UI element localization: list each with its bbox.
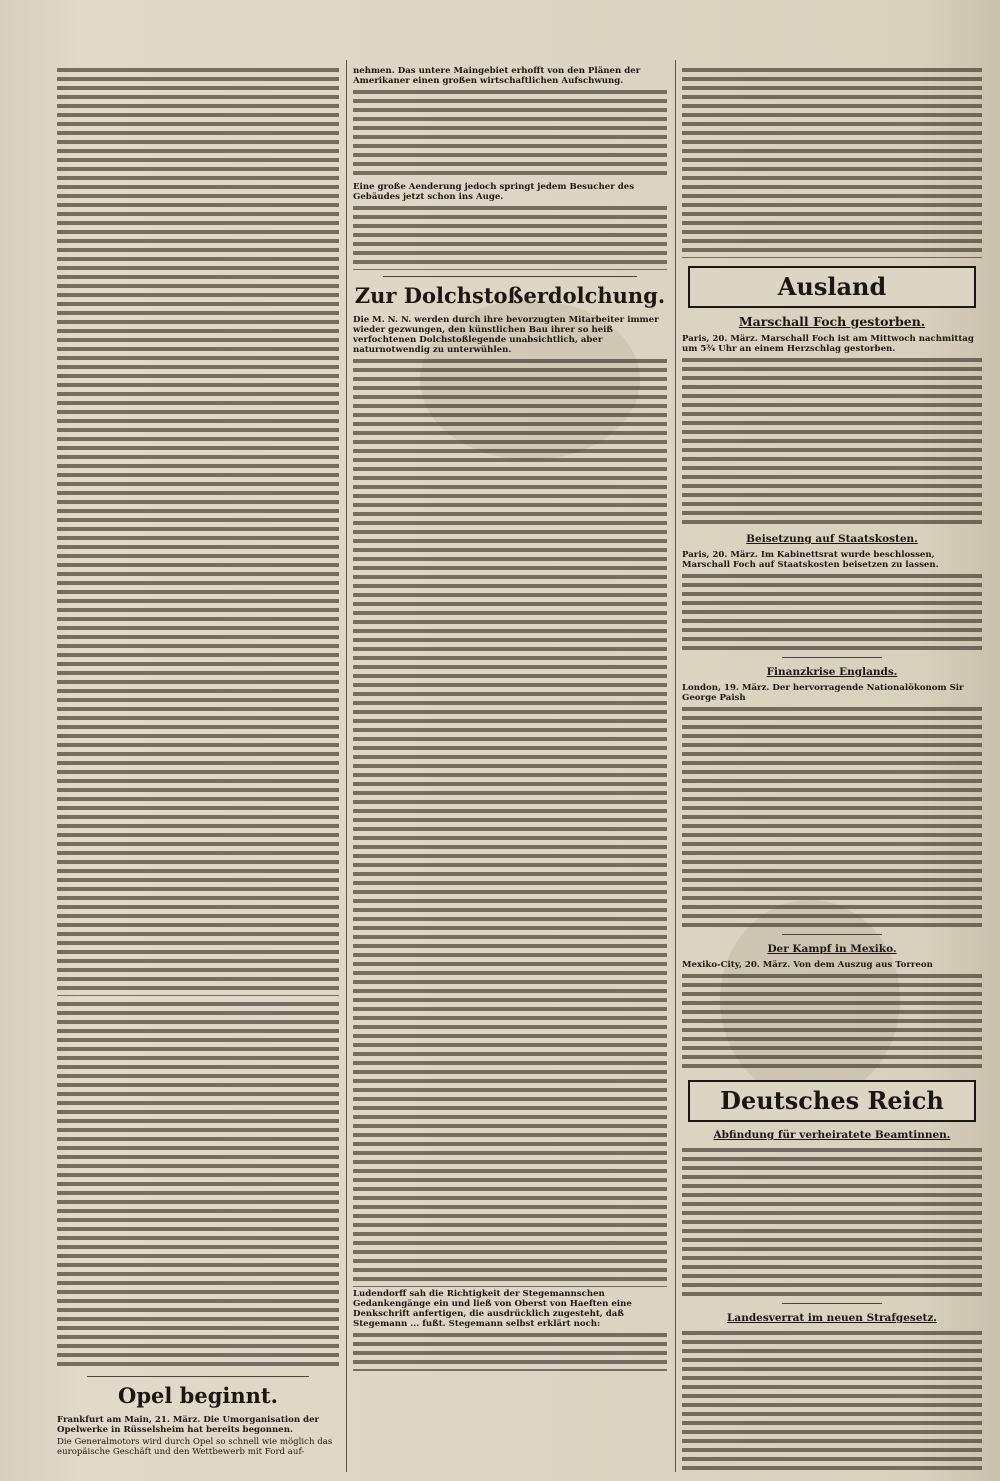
section-box-deutsches-reich: Deutsches Reich	[688, 1080, 976, 1122]
article-studentenschaft	[57, 66, 339, 996]
article-separator	[782, 1303, 882, 1304]
article-body-text	[353, 88, 667, 180]
mexiko-dateline: Mexiko-City, 20. März. Von dem Auszug aus Torreon	[682, 960, 933, 970]
headline-abfindung: Abfindung für verheiratete Beamtinnen.	[713, 1129, 951, 1141]
column-rule	[675, 60, 676, 1472]
article-body-text	[682, 972, 982, 1072]
opel-lead: Die Generalmotors wird durch Opel so schnell wie möglich das europäische Geschäft und den Wettbewerb mit Ford auf-	[57, 1437, 333, 1457]
section-box-ausland: Ausland	[688, 266, 976, 308]
headline-landesverrat: Landesverrat im neuen Strafgesetz.	[727, 1312, 937, 1324]
headline-dolchstoss: Zur Dolchstoßerdolchung.	[354, 283, 666, 308]
article-body-text	[353, 357, 667, 1287]
column-1	[57, 64, 339, 1472]
column-3	[682, 64, 982, 1472]
article-body-text	[682, 705, 982, 927]
aenderung-lead: Eine große Aenderung jedoch springt jedem Besucher des Gebäudes jetzt schon ins Auge.	[353, 182, 635, 202]
article-body-text	[57, 1000, 339, 1370]
headline-opel: Opel beginnt.	[118, 1383, 278, 1408]
article-body-text	[682, 1329, 982, 1472]
article-zwangsbeitraege	[57, 1000, 339, 1370]
dolchstoss-lead: Die M. N. N. werden durch ihre bevorzugten Mitarbeiter immer wieder gezwungen, den künstlichen Bau ihrer so heiß verfochtenen Dolchstoßlegende unabsichtlich, aber naturnotwendig zu unterwühlen.	[353, 315, 659, 355]
headline-foch: Marschall Foch gestorben.	[738, 314, 926, 329]
article-separator	[782, 934, 882, 935]
headline-beisetzung: Beisetzung auf Staatskosten.	[746, 533, 918, 545]
foch-dateline: Paris, 20. März. Marschall Foch ist am Mittwoch nachmittag um 5¾ Uhr an einem Herzschlag gestorben.	[682, 334, 974, 354]
headline-mexiko: Der Kampf in Mexiko.	[767, 943, 897, 955]
article-body-text	[682, 1146, 982, 1296]
article-body-text	[682, 66, 982, 258]
opel-continuation: nehmen. Das untere Maingebiet erhofft von den Plänen der Amerikaner einen großen wirtschaftlichen Aufschwung.	[353, 66, 641, 86]
column-2	[353, 64, 667, 1472]
article-body-text	[353, 204, 667, 270]
opel-dateline: Frankfurt am Main, 21. März. Die Umorganisation der Opelwerke in Rüsselsheim hat bereits begonnen.	[57, 1415, 320, 1435]
column-rule	[346, 60, 347, 1472]
article-separator	[87, 1376, 309, 1377]
dolchstoss-quote: Ludendorff sah die Richtigkeit der Stegemannschen Gedankengänge ein und ließ von Oberst von Haeften eine Denkschrift anfertigen, die ausdrücklich zugesteht, daß Stegemann ... fußt. Stegemann selbst erklärt noch:	[353, 1289, 632, 1329]
article-separator	[383, 276, 637, 277]
beisetzung-dateline: Paris, 20. März. Im Kabinettsrat wurde beschlossen, Marschall Foch auf Staatskosten beisetzen zu lassen.	[682, 550, 939, 570]
finanz-dateline: London, 19. März. Der hervorragende Nationalökonom Sir George Paish	[682, 683, 964, 703]
article-body-text	[682, 356, 982, 528]
article-body-text	[57, 66, 339, 996]
article-body-text	[682, 572, 982, 650]
article-separator	[782, 657, 882, 658]
headline-finanzkrise: Finanzkrise Englands.	[766, 666, 898, 678]
article-body-text	[353, 1331, 667, 1371]
